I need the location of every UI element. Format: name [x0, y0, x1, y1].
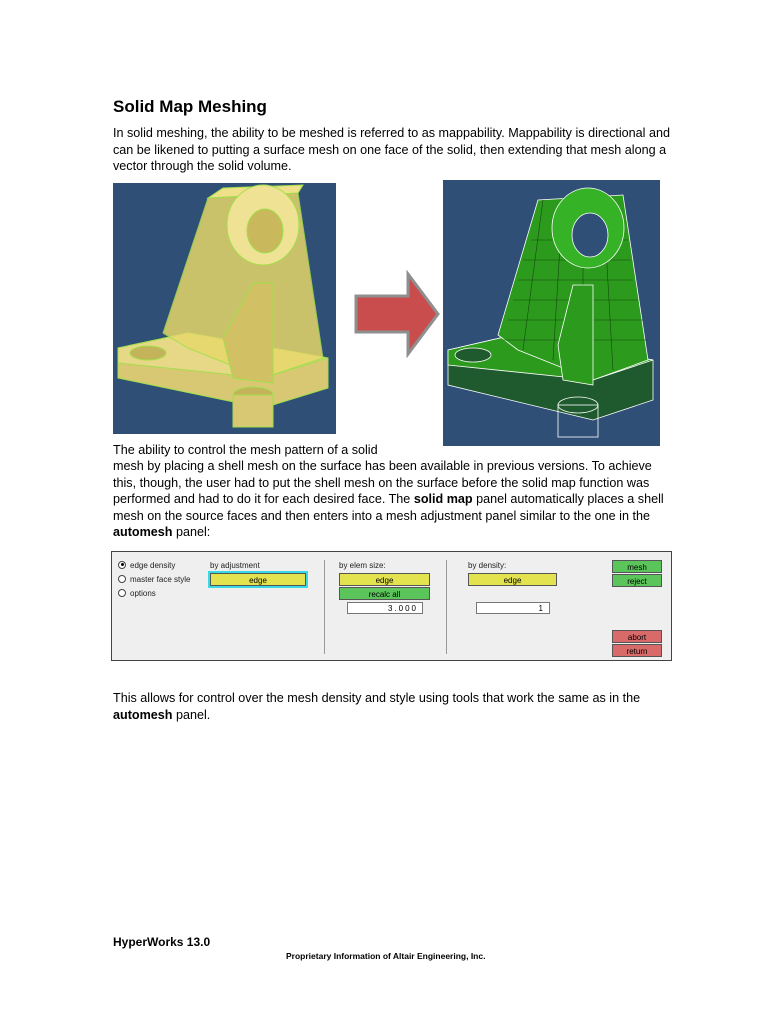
solid-geometry-figure	[113, 183, 336, 434]
by-adjustment-label: by adjustment	[210, 561, 260, 570]
abort-button[interactable]: abort	[612, 630, 662, 643]
closing-paragraph: This allows for control over the mesh density and style using tools that work the same as in the automesh panel.	[113, 691, 641, 722]
radio-master-face-style[interactable]: master face style	[118, 575, 190, 584]
by-density-label: by density:	[468, 561, 507, 570]
by-elem-size-label: by elem size:	[339, 561, 386, 570]
reject-button[interactable]: reject	[612, 574, 662, 587]
radio-icon	[118, 575, 126, 583]
adjustment-edge-button[interactable]: edge	[210, 573, 306, 586]
return-button[interactable]: return	[612, 644, 662, 657]
arrow-right-icon	[354, 270, 440, 358]
page-title: Solid Map Meshing	[113, 97, 267, 116]
mesh-control-paragraph-line1: The ability to control the mesh pattern of a solid	[113, 443, 378, 457]
divider	[324, 560, 325, 654]
footer-product: HyperWorks 13.0	[113, 935, 211, 949]
recalc-all-button[interactable]: recalc all	[339, 587, 430, 600]
density-edge-button[interactable]: edge	[468, 573, 557, 586]
footer-notice: Proprietary Information of Altair Engineering, Inc.	[286, 951, 486, 961]
radio-options[interactable]: options	[118, 589, 156, 598]
elem-size-edge-button[interactable]: edge	[339, 573, 430, 586]
elem-size-input[interactable]: 3.000	[347, 602, 423, 614]
mesh-adjustment-panel	[111, 551, 672, 661]
intro-paragraph: In solid meshing, the ability to be meshed is referred to as mappability. Mappability is directional and can be likened to putting a surface mesh on one face of the solid, then extending that mesh along a vector through the solid volume.	[113, 126, 670, 173]
solid-mesh-figure	[443, 180, 660, 446]
divider	[446, 560, 447, 654]
radio-icon	[118, 589, 126, 597]
mesh-control-paragraph: mesh by placing a shell mesh on the surface has been available in previous versions. To achieve this, though, the user had to put the shell mesh on the surface before the solid map function was performed and had to do it for each desired face. The solid map panel automatically places a shell mesh on the source faces and then enters into a mesh adjustment panel similar to the one in the automesh panel:	[113, 459, 664, 539]
density-input[interactable]: 1	[476, 602, 550, 614]
mesh-button[interactable]: mesh	[612, 560, 662, 573]
radio-selected-icon	[118, 561, 126, 569]
radio-edge-density[interactable]: edge density	[118, 561, 175, 570]
